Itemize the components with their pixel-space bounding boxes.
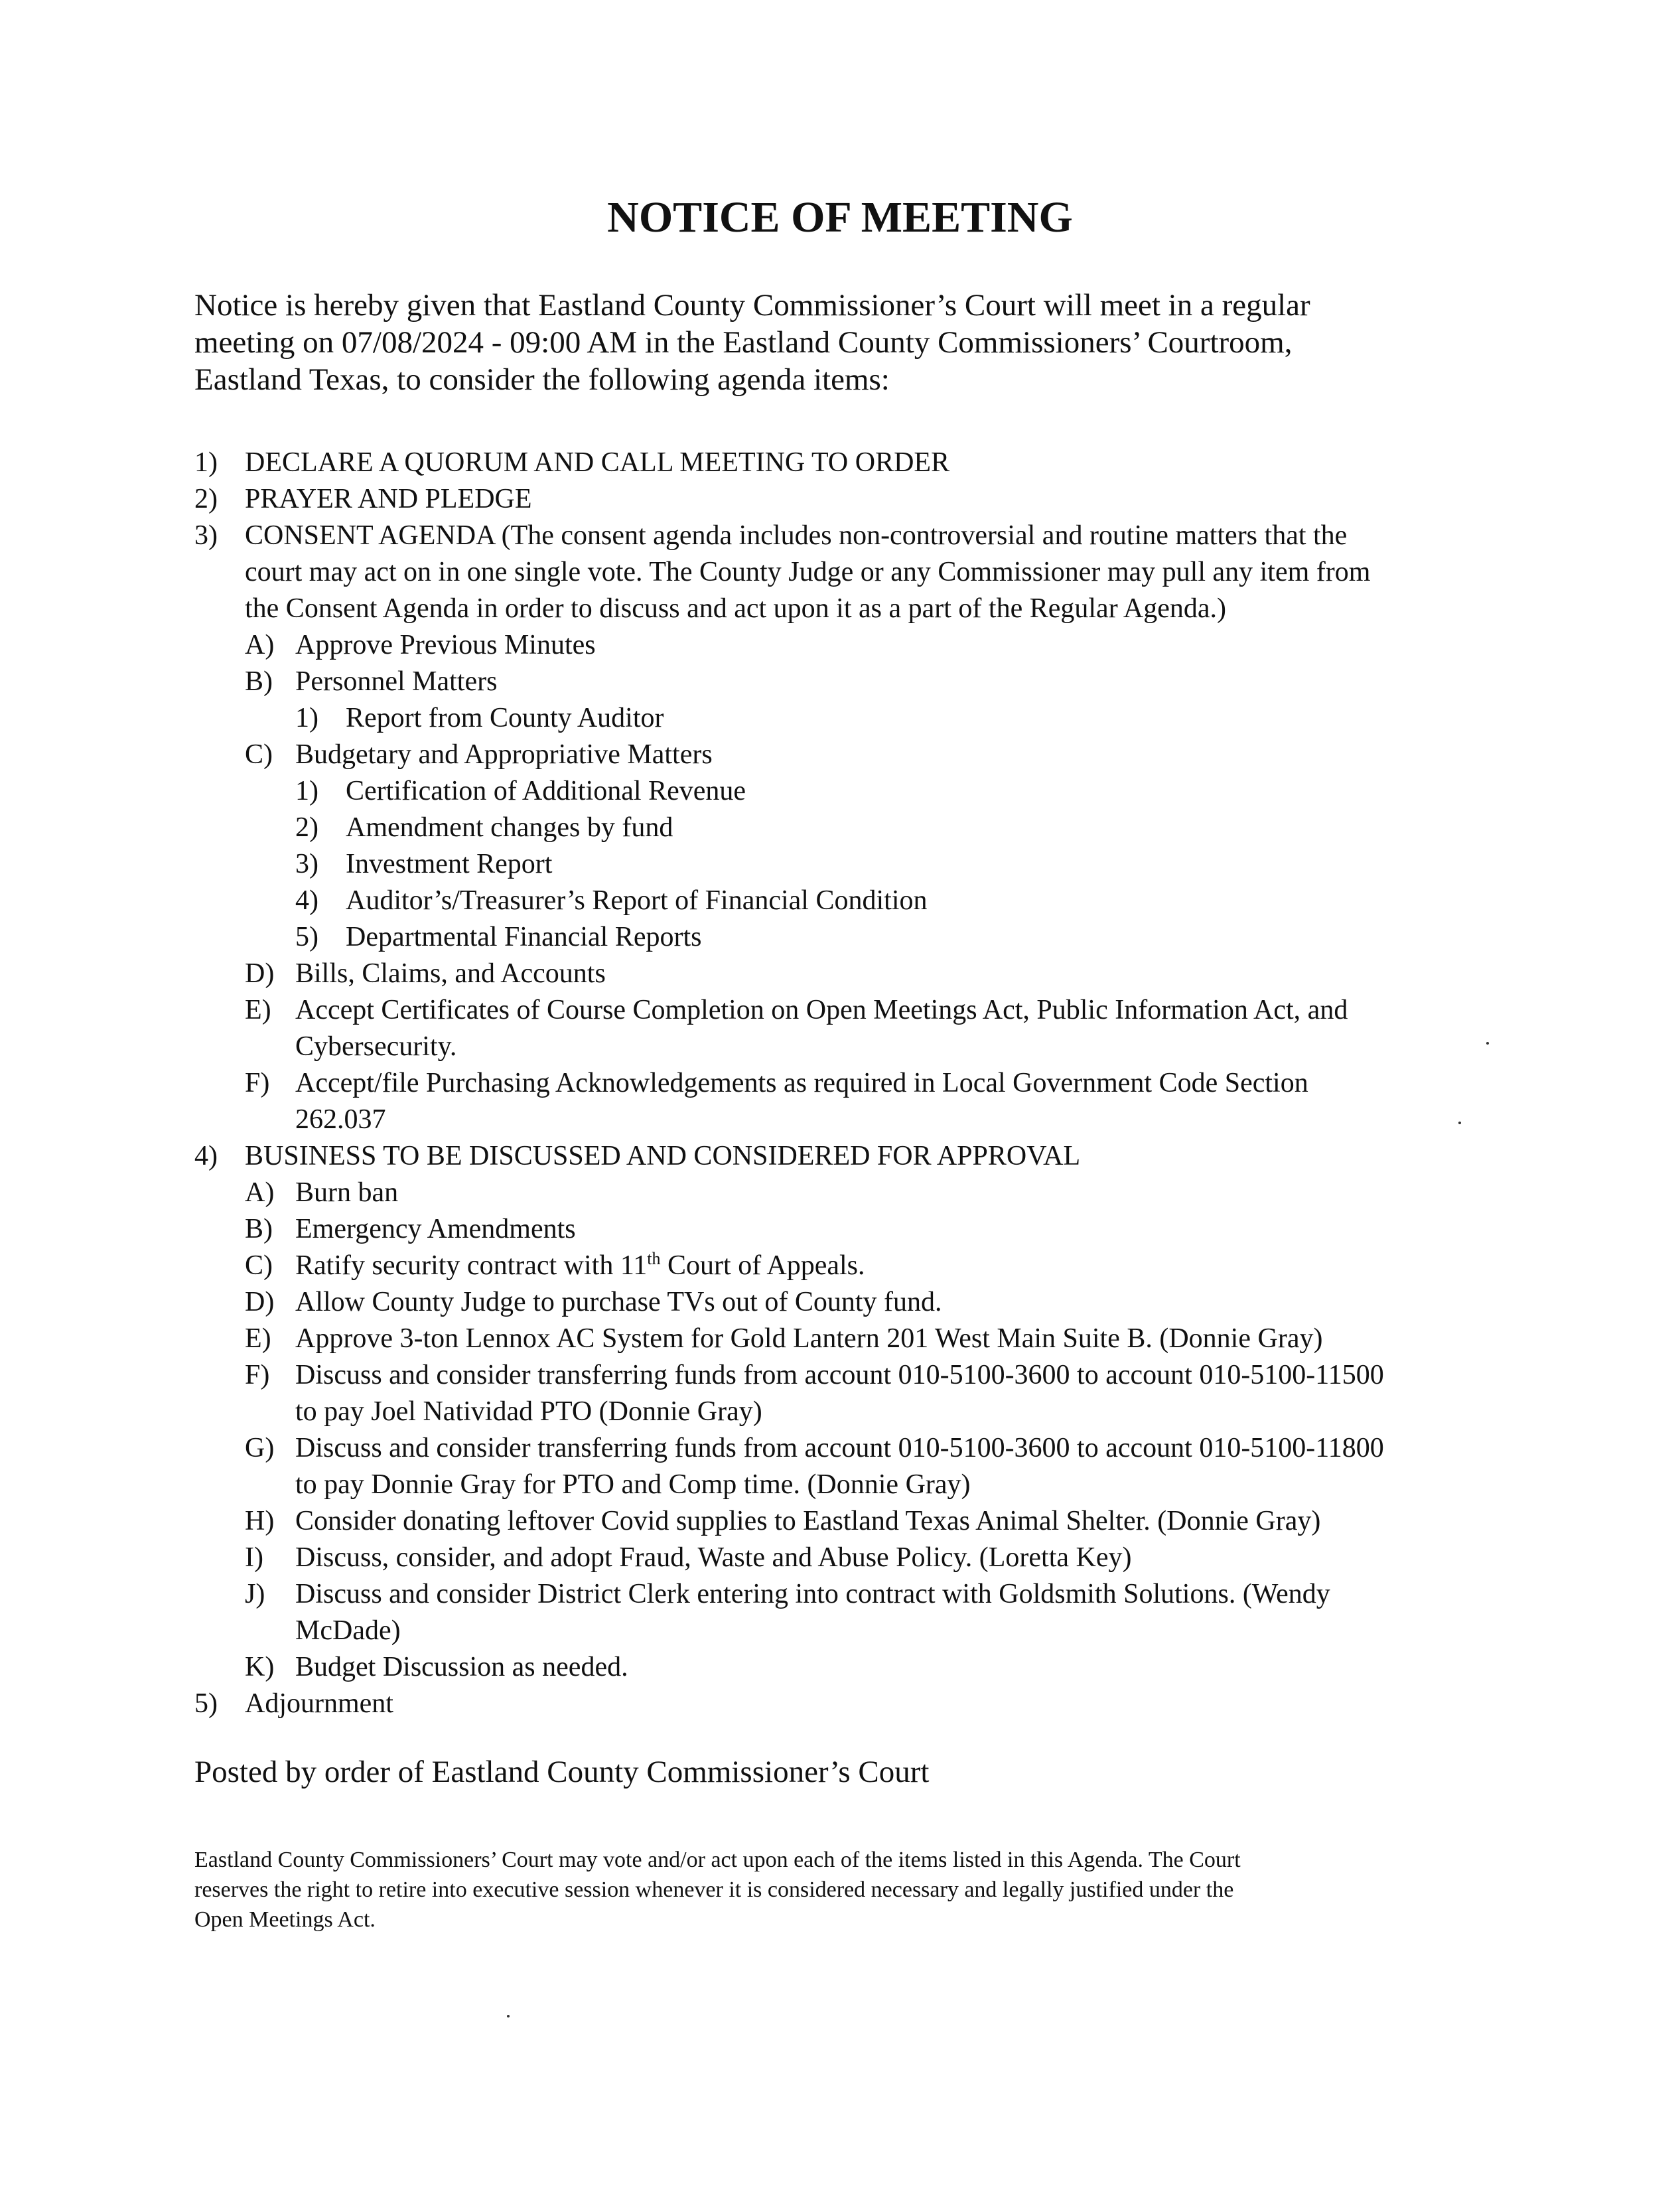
item-line: Accept/file Purchasing Acknowledgements as required in Local Government Code Section [295,1068,1308,1098]
subitem-4g [194,1430,1521,1503]
item-line: the Consent Agenda in order to discuss and act upon it as a part of the Regular Agenda.) [245,593,1226,624]
footnote-line: Open Meetings Act. [194,1907,376,1932]
subitem-4k [194,1649,1521,1686]
item-text: Auditor’s/Treasurer’s Report of Financial Condition [346,885,928,916]
item-text: PRAYER AND PLEDGE [245,484,532,514]
page-title: NOTICE OF MEETING [607,193,1073,242]
item-number: H) [245,1506,275,1536]
item-line: court may act on in one single vote. The County Judge or any Commissioner may pull any item from [245,557,1371,587]
item-line: McDade) [295,1615,401,1646]
item-number: B) [245,1214,273,1244]
subitem-3c4 [194,883,1521,919]
intro-line: Eastland Texas, to consider the following agenda items: [194,362,890,397]
item-text: Allow County Judge to purchase TVs out of County fund. [295,1287,942,1317]
ordinal-suffix: th [647,1249,661,1268]
subitem-4e [194,1321,1521,1357]
subitem-3c3 [194,846,1521,883]
subitem-3c2 [194,810,1521,846]
footnote-line: Eastland County Commissioners’ Court may vote and/or act upon each of the items listed in this Agenda. The Court [194,1848,1241,1872]
item-text: Report from County Auditor [346,703,664,733]
item-line: CONSENT AGENDA (The consent agenda includes non-controversial and routine matters that the [245,520,1348,551]
item-text: Investment Report [346,849,553,879]
item-text: Adjournment [245,1688,393,1719]
item-number: F) [245,1360,270,1390]
agenda-item-4 [194,1138,1521,1175]
subitem-3c1 [194,773,1521,810]
item-number: F) [245,1068,270,1098]
item-text: Certification of Additional Revenue [346,776,746,806]
item-text [295,1248,865,1284]
subitem-3c [194,737,1521,773]
item-number: 2) [194,484,218,514]
subitem-3b1 [194,700,1521,737]
item-number: D) [245,1287,275,1317]
intro-line: Notice is hereby given that Eastland County Commissioner’s Court will meet in a regular [194,288,1310,323]
item-text: DECLARE A QUORUM AND CALL MEETING TO ORDER [245,447,950,478]
item-number: 4) [194,1141,218,1171]
item-text: BUSINESS TO BE DISCUSSED AND CONSIDERED FOR APPROVAL [245,1141,1081,1171]
item-text [295,1065,1308,1138]
agenda-item-1 [194,445,1521,481]
item-text: Burn ban [295,1177,399,1208]
item-number: E) [245,1323,271,1354]
item-line: Discuss and consider transferring funds from account 010-5100-3600 to account 010-5100-11800 [295,1433,1384,1463]
item-number: 1) [295,776,318,806]
item-line: to pay Donnie Gray for PTO and Comp time. (Donnie Gray) [295,1469,971,1500]
item-text: Consider donating leftover Covid supplies to Eastland Texas Animal Shelter. (Donnie Gray) [295,1506,1321,1536]
item-number: G) [245,1433,275,1463]
item-text [295,992,1348,1065]
scan-speck [1458,1122,1461,1124]
item-line: to pay Joel Natividad PTO (Donnie Gray) [295,1396,762,1427]
item-number: D) [245,958,275,989]
subitem-3f [194,1065,1521,1138]
intro-paragraph [194,287,1521,398]
subitem-4a [194,1175,1521,1211]
item-text: Budgetary and Appropriative Matters [295,739,713,770]
item-number: K) [245,1652,275,1682]
item-number: B) [245,666,273,697]
subitem-3e [194,992,1521,1065]
item-number: 3) [295,849,318,879]
item-text: Approve 3-ton Lennox AC System for Gold Lantern 201 West Main Suite B. (Donnie Gray) [295,1323,1323,1354]
item-number: J) [245,1579,265,1609]
agenda-item-3 [194,518,1521,627]
intro-line: meeting on 07/08/2024 - 09:00 AM in the Eastland County Commissioners’ Courtroom, [194,325,1293,360]
subitem-4h [194,1503,1521,1540]
subitem-3b [194,664,1521,700]
item-number: 4) [295,885,318,916]
item-number: C) [245,739,273,770]
item-text [295,1576,1330,1649]
item-number: A) [245,1177,275,1208]
item-number: 5) [194,1688,218,1719]
item-text: Amendment changes by fund [346,812,673,843]
agenda-item-2 [194,481,1521,518]
subitem-3d [194,956,1521,992]
agenda-list [194,445,1521,1722]
item-text [295,1430,1384,1503]
item-number: I) [245,1542,263,1573]
agenda-item-5 [194,1686,1521,1722]
item-line: Accept Certificates of Course Completion on Open Meetings Act, Public Information Act, and [295,995,1348,1025]
item-text: Bills, Claims, and Accounts [295,958,606,989]
item-number: E) [245,995,271,1025]
item-text [295,1357,1384,1430]
subitem-3a [194,627,1521,664]
item-number: A) [245,630,275,660]
item-number: 5) [295,922,318,952]
item-number: C) [245,1250,273,1281]
item-number: 3) [194,520,218,551]
item-number: 1) [295,703,318,733]
item-line: Discuss and consider District Clerk entering into contract with Goldsmith Solutions. (Wendy [295,1579,1330,1609]
item-text [245,518,1370,627]
item-line: 262.037 [295,1104,386,1135]
disclaimer-footnote [194,1845,1521,1935]
item-line: Cybersecurity. [295,1031,457,1062]
item-text: Departmental Financial Reports [346,922,702,952]
subitem-4i [194,1540,1521,1576]
scan-speck [1486,1042,1489,1045]
subitem-4c [194,1248,1521,1284]
item-text-part: Ratify security contract with 11 [295,1250,648,1281]
item-text: Personnel Matters [295,666,498,697]
item-text: Approve Previous Minutes [295,630,596,660]
item-number: 1) [194,447,218,478]
subitem-4j [194,1576,1521,1649]
scan-speck [507,2015,510,2017]
posted-by-line: Posted by order of Eastland County Commissioner’s Court [194,1755,930,1789]
item-text-part: Court of Appeals. [660,1250,865,1281]
subitem-3c5 [194,919,1521,956]
subitem-4b [194,1211,1521,1248]
item-number: 2) [295,812,318,843]
footnote-line: reserves the right to retire into executive session whenever it is considered necessary and legally justified under the [194,1877,1234,1902]
subitem-4f [194,1357,1521,1430]
item-line: Discuss and consider transferring funds from account 010-5100-3600 to account 010-5100-11500 [295,1360,1384,1390]
item-text: Emergency Amendments [295,1214,576,1244]
item-text: Budget Discussion as needed. [295,1652,628,1682]
item-text: Discuss, consider, and adopt Fraud, Waste and Abuse Policy. (Loretta Key) [295,1542,1132,1573]
subitem-4d [194,1284,1521,1321]
